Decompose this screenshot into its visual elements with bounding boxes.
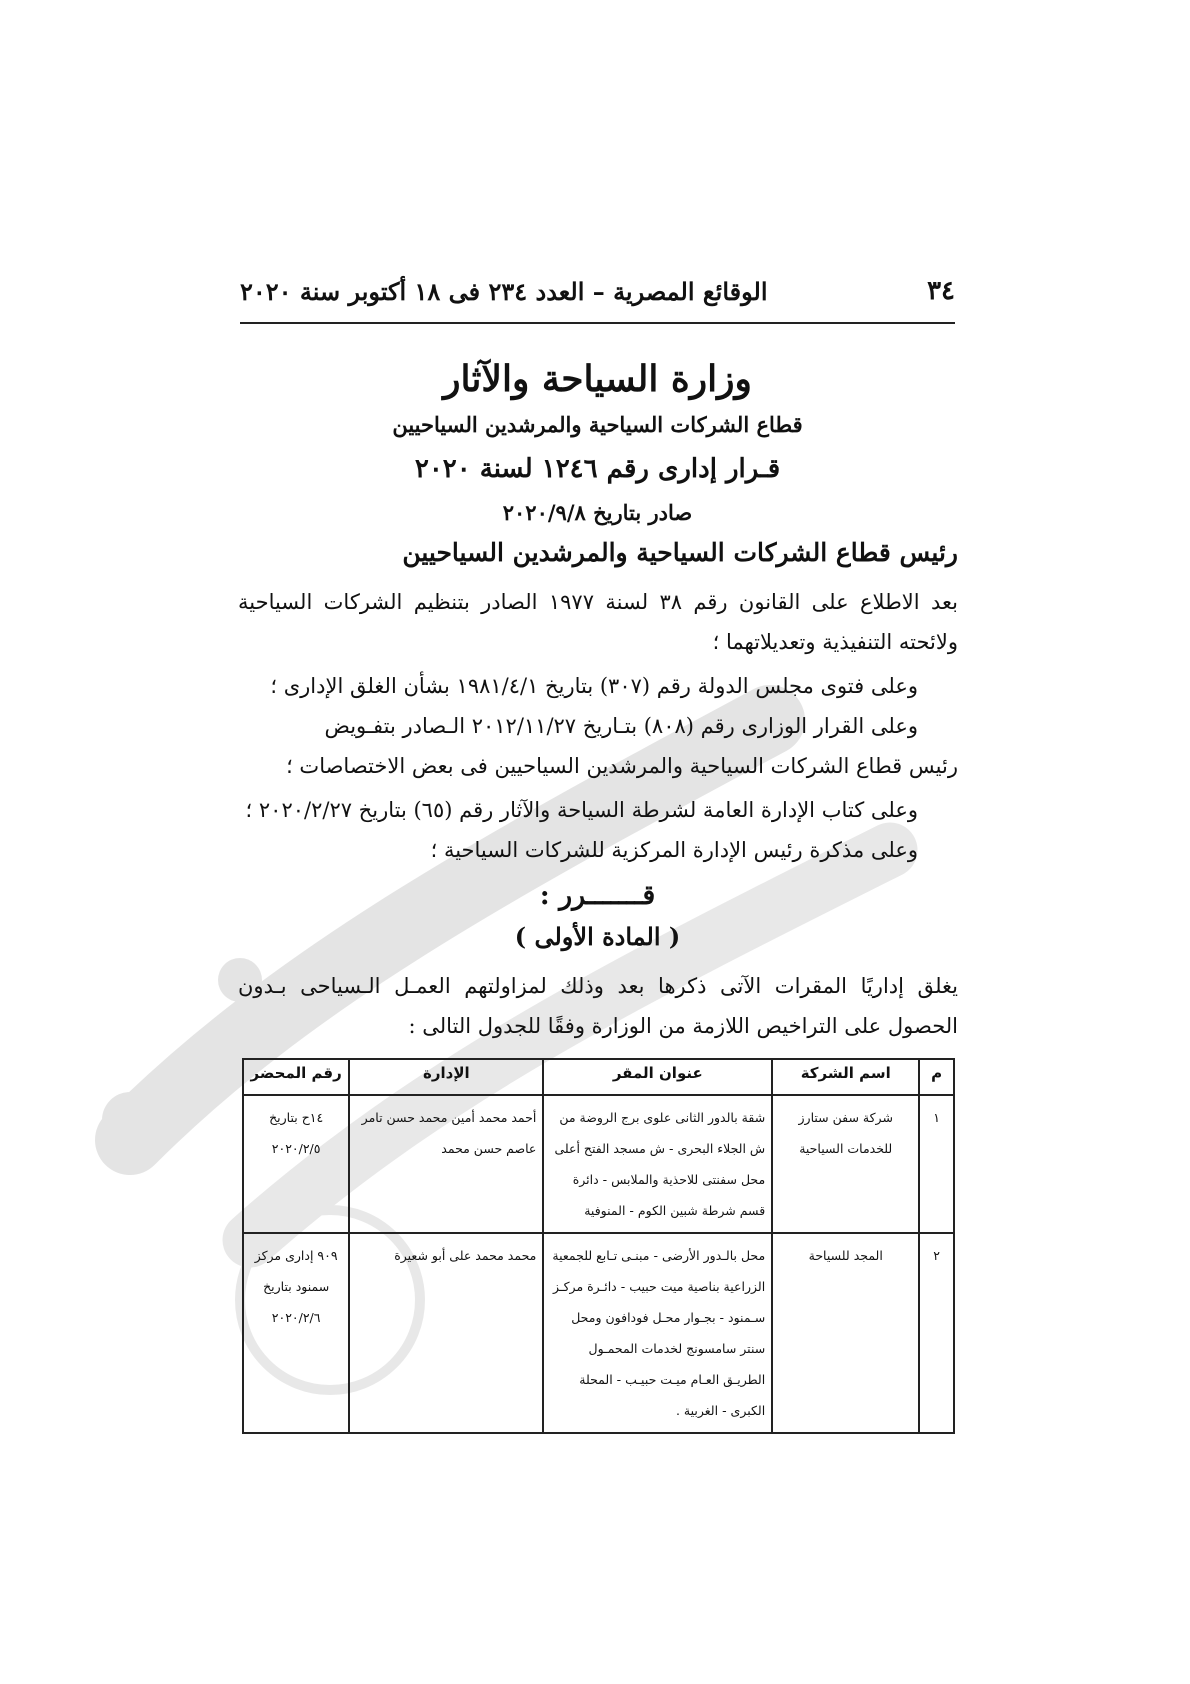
table-row bbox=[243, 1233, 954, 1433]
decided-heading: قـــــــرر : bbox=[539, 880, 656, 911]
ministry-title: وزارة السياحة والآثار bbox=[443, 358, 752, 400]
gazette-issue-line: الوقائع المصرية – العدد ٢٣٤ فى ١٨ أكتوبر سنة ٢٠٢٠ bbox=[240, 276, 768, 306]
header-company: اسم الشركة bbox=[772, 1059, 919, 1095]
header-management: الإدارة bbox=[349, 1059, 543, 1095]
header-no: م bbox=[919, 1059, 954, 1095]
row-no: ٢ bbox=[919, 1233, 954, 1433]
row-address: محل بالـدور الأرضى - مبنـى تـابع للجمعية الزراعية بناصية ميت حبيب - دائـرة مركـز سـمنود - بجـوار محـل فودافون ومحل سنتر سامسونج لخدمات المحمـول الطريـق العـام ميـت حبيـب - المحلة الكبرى - الغربية . bbox=[543, 1233, 772, 1433]
row-record: ٩٠٩ إدارى مركز سمنود بتاريخ ٢٠٢٠/٢/٦ bbox=[243, 1233, 349, 1433]
table-row bbox=[243, 1095, 954, 1233]
header-record: رقم المحضر bbox=[243, 1059, 349, 1095]
preamble-memo: وعلى مذكرة رئيس الإدارة المركزية للشركات السياحية ؛ bbox=[430, 838, 918, 862]
page-number: ٣٤ bbox=[927, 276, 955, 306]
preamble-police-letter: وعلى كتاب الإدارة العامة لشرطة السياحة والآثار رقم (٦٥) بتاريخ ٢٠٢٠/٢/٢٧ ؛ bbox=[245, 798, 918, 822]
sector-title: قطاع الشركات السياحية والمرشدين السياحيين bbox=[392, 412, 803, 437]
row-company: المجد للسياحة bbox=[772, 1233, 919, 1433]
closed-premises-table bbox=[242, 1058, 955, 1434]
issuer-title: رئيس قطاع الشركات السياحية والمرشدين السياحيين bbox=[402, 538, 958, 567]
page-header bbox=[240, 268, 955, 324]
header-address: عنوان المقر bbox=[543, 1059, 772, 1095]
preamble-ministerial-decree: وعلى القرار الوزارى رقم (٨٠٨) بتـاريخ ٢٠١٢/١١/٢٧ الـصادر بتفـويض bbox=[324, 714, 918, 738]
row-management: محمد محمد على أبو شعيرة bbox=[349, 1233, 543, 1433]
row-address: شقة بالدور الثانى علوى برج الروضة من ش الجلاء البحرى - ش مسجد الفتح أعلى محل سفنتى للاحذية والملابس - دائرة قسم شرطة شبين الكوم - المنوفية bbox=[543, 1095, 772, 1233]
table-header-row bbox=[243, 1059, 954, 1095]
preamble-ministerial-decree-cont: رئيس قطاع الشركات السياحية والمرشدين السياحيين فى بعض الاختصاصات ؛ bbox=[286, 754, 958, 778]
issued-date: صادر بتاريخ ٢٠٢٠/٩/٨ bbox=[502, 500, 693, 525]
row-management: أحمد محمد أمين محمد حسن تامر عاصم حسن محمد bbox=[349, 1095, 543, 1233]
article-one-text: يغلق إداريًا المقرات الآتى ذكرها بعد وذلك لمزاولتهم العمـل الـسياحى بـدون الحصول على التراخيص اللازمة من الوزارة وفقًا للجدول التالى : bbox=[238, 974, 958, 1038]
preamble-fatwa: وعلى فتوى مجلس الدولة رقم (٣٠٧) بتاريخ ١٩٨١/٤/١ بشأن الغلق الإدارى ؛ bbox=[270, 674, 918, 698]
article-one-title: ( المادة الأولى ) bbox=[514, 922, 681, 951]
row-company: شركة سفن ستارز للخدمات السياحية bbox=[772, 1095, 919, 1233]
decision-title: قـرار إدارى رقم ١٢٤٦ لسنة ٢٠٢٠ bbox=[414, 454, 781, 484]
preamble-law: بعد الاطلاع على القانون رقم ٣٨ لسنة ١٩٧٧ الصادر بتنظيم الشركات السياحية ولائحته التنفيذية وتعديلاتهما ؛ bbox=[238, 590, 958, 654]
row-record: ١٤ح بتاريخ ٢٠٢٠/٢/٥ bbox=[243, 1095, 349, 1233]
row-no: ١ bbox=[919, 1095, 954, 1233]
